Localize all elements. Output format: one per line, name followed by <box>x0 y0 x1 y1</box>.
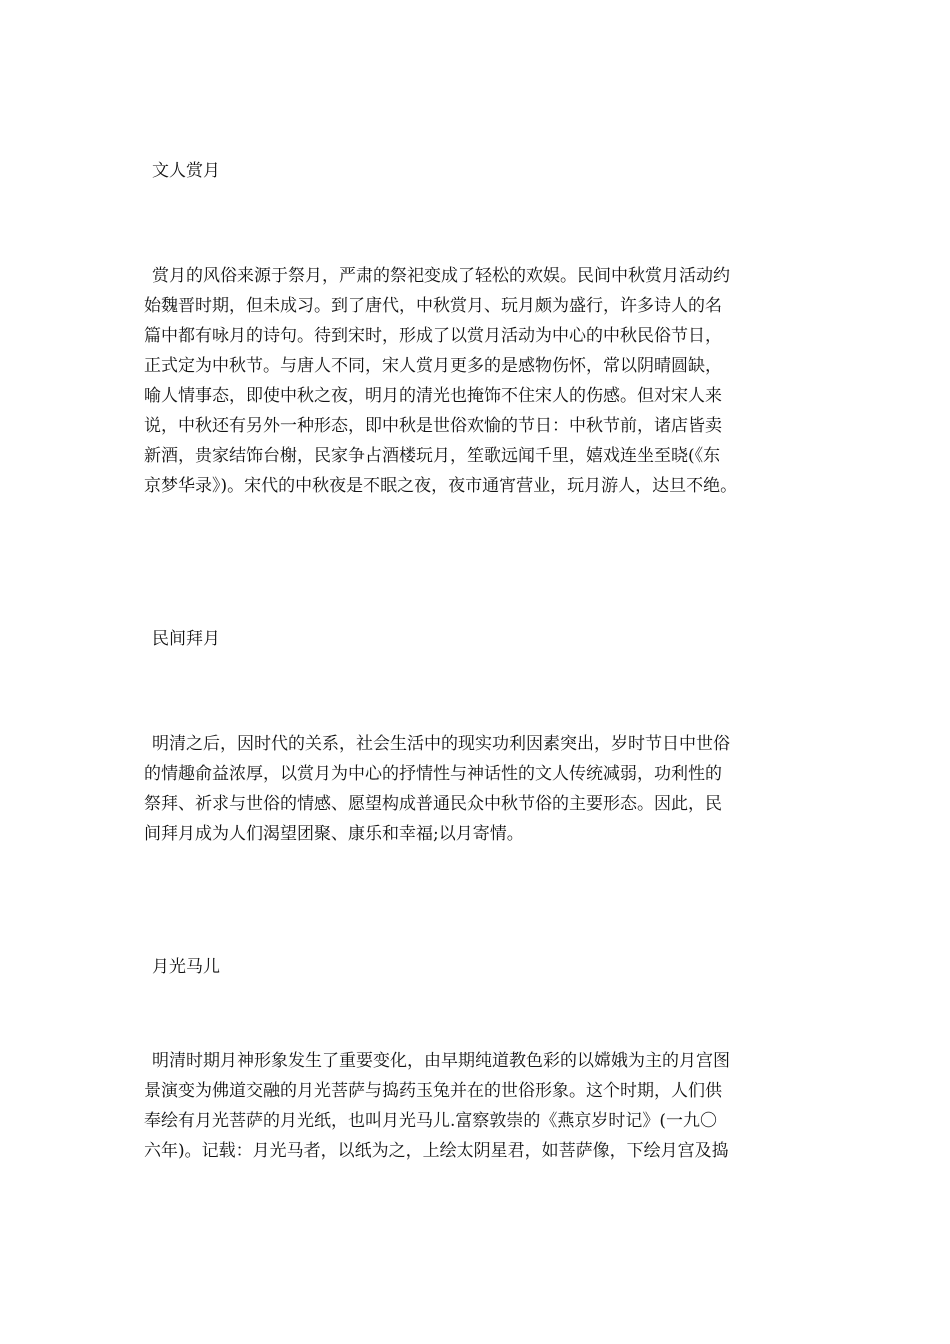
section-heading: 月光马儿 <box>152 957 220 977</box>
paragraph-line: 正式定为中秋节。与唐人不同，宋人赏月更多的是感物伤怀，常以阴晴圆缺， <box>144 356 722 376</box>
paragraph-line: 祭拜、祈求与世俗的情感、愿望构成普通民众中秋节俗的主要形态。因此，民 <box>144 794 722 814</box>
paragraph-line: 始魏晋时期，但未成习。到了唐代，中秋赏月、玩月颇为盛行，许多诗人的名 <box>144 296 722 316</box>
paragraph-line: 喻人情事态，即使中秋之夜，明月的清光也掩饰不住宋人的伤感。但对宋人来 <box>144 386 722 406</box>
paragraph-line: 明清之后，因时代的关系，社会生活中的现实功利因素突出，岁时节日中世俗 <box>152 734 730 754</box>
paragraph-line: 奉绘有月光菩萨的月光纸，也叫月光马儿.富察敦崇的《燕京岁时记》(一九〇 <box>144 1111 718 1131</box>
paragraph-line: 赏月的风俗来源于祭月，严肃的祭祀变成了轻松的欢娱。民间中秋赏月活动约 <box>152 266 730 286</box>
paragraph-line: 间拜月成为人们渴望团聚、康乐和幸福;以月寄情。 <box>144 824 524 844</box>
section-heading: 民间拜月 <box>152 629 220 649</box>
paragraph-line: 新酒，贵家结饰台榭，民家争占酒楼玩月，笙歌远闻千里，嬉戏连坐至晓(《东 <box>144 446 721 466</box>
paragraph-line: 说，中秋还有另外一种形态，即中秋是世俗欢愉的节日：中秋节前，诸店皆卖 <box>144 416 722 436</box>
section-paragraph <box>144 1046 824 1166</box>
section-paragraph <box>144 729 824 849</box>
paragraph-line: 明清时期月神形象发生了重要变化，由早期纯道教色彩的以嫦娥为主的月宫图 <box>152 1051 730 1071</box>
paragraph-line: 景演变为佛道交融的月光菩萨与捣药玉兔并在的世俗形象。这个时期，人们供 <box>144 1081 722 1101</box>
paragraph-line: 篇中都有咏月的诗句。待到宋时，形成了以赏月活动为中心的中秋民俗节日， <box>144 326 722 346</box>
paragraph-line: 六年)。记载：月光马者，以纸为之，上绘太阴星君，如菩萨像，下绘月宫及捣 <box>144 1141 729 1161</box>
section-heading: 文人赏月 <box>152 161 220 181</box>
paragraph-line: 的情趣俞益浓厚，以赏月为中心的抒情性与神话性的文人传统减弱，功利性的 <box>144 764 722 784</box>
section-paragraph <box>144 261 824 501</box>
paragraph-line: 京梦华录》)。宋代的中秋夜是不眠之夜，夜市通宵营业，玩月游人，达旦不绝。 <box>144 476 738 496</box>
